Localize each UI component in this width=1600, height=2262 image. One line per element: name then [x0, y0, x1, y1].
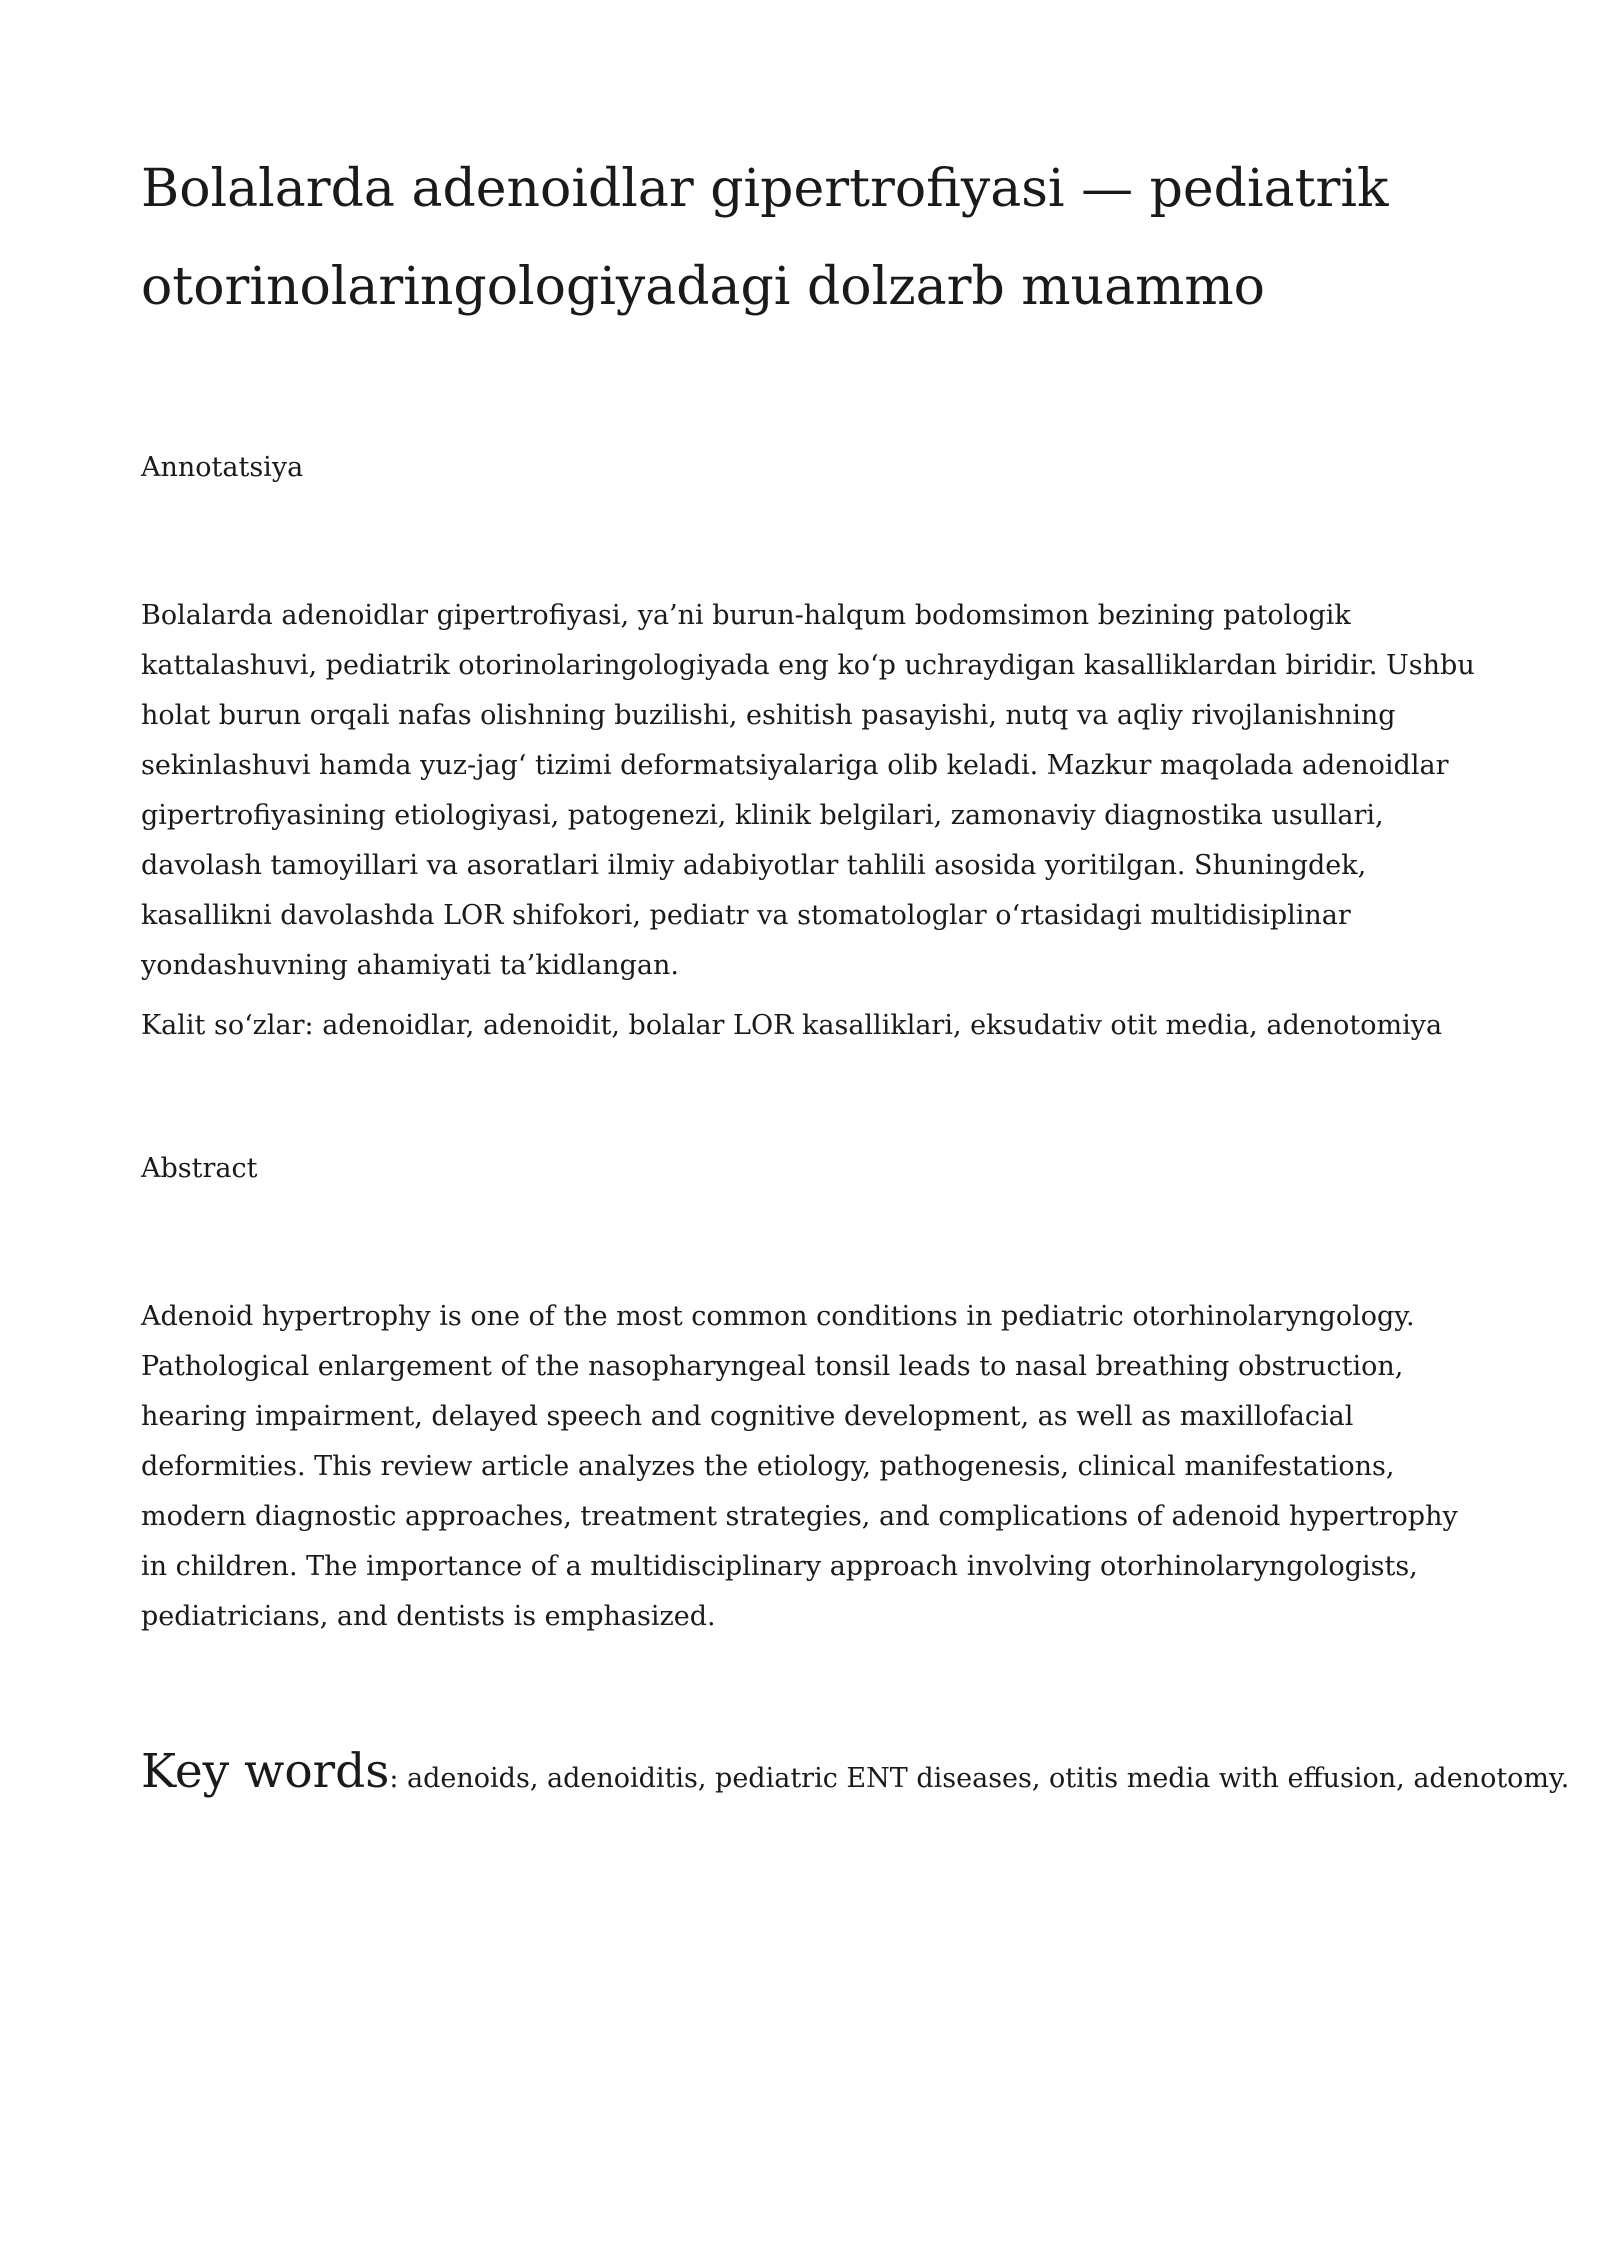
keywords-en-text: : adenoids, adenoiditis, pediatric ENT diseases, otitis media with effusion, adenotomy.	[389, 1763, 1570, 1794]
abstract-heading: Abstract	[141, 1153, 258, 1184]
document-page	[141, 140, 1570, 1809]
keywords-en-line	[141, 1742, 1570, 1809]
annotation-paragraph: Bolalarda adenoidlar gipertrofiyasi, ya’ni burun-halqum bodomsimon bezining patologik kattalashuvi, pediatrik otorinolaringologiyada eng ko‘p uchraydigan kasalliklardan biridir. Ushbu holat burun orqali nafas olishning buzilishi, eshitish pasayishi, nutq va aqliy rivojlanishning sekinlashuvi hamda yuz-jag‘ tizimi deformatsiyalariga olib keladi. Mazkur maqolada adenoidlar gipertrofiyasining etiologiyasi, patogenezi, klinik belgilari, zamonaviy diagnostika usullari, davolash tamoyillari va asoratlari ilmiy adabiyotlar tahlili asosida yoritilgan. Shuningdek, kasallikni davolashda LOR shifokori, pediatr va stomatologlar o‘rtasidagi multidisiplinar yondashuvning ahamiyati ta’kidlangan.	[141, 600, 1475, 981]
keywords-uz-line: Kalit so‘zlar: adenoidlar, adenoidit, bolalar LOR kasalliklari, eksudativ otit media, adenotomiya	[141, 1010, 1443, 1041]
keywords-en-label: Key words	[141, 1744, 390, 1799]
annotation-heading: Annotatsiya	[141, 452, 304, 483]
abstract-paragraph: Adenoid hypertrophy is one of the most common conditions in pediatric otorhinolaryngology. Pathological enlargement of the nasopharyngeal tonsil leads to nasal breathing obstruction, hearing impairment, delayed speech and cognitive development, as well as maxillofacial deformities. This review article analyzes the etiology, pathogenesis, clinical manifestations, modern diagnostic approaches, treatment strategies, and complications of adenoid hypertrophy in children. The importance of a multidisciplinary approach involving otorhinolaryngologists, pediatricians, and dentists is emphasized.	[141, 1301, 1458, 1632]
page-title: Bolalarda adenoidlar gipertrofiyasi — pediatrik otorinolaringologiyadagi dolzarb muammo	[141, 159, 1389, 317]
